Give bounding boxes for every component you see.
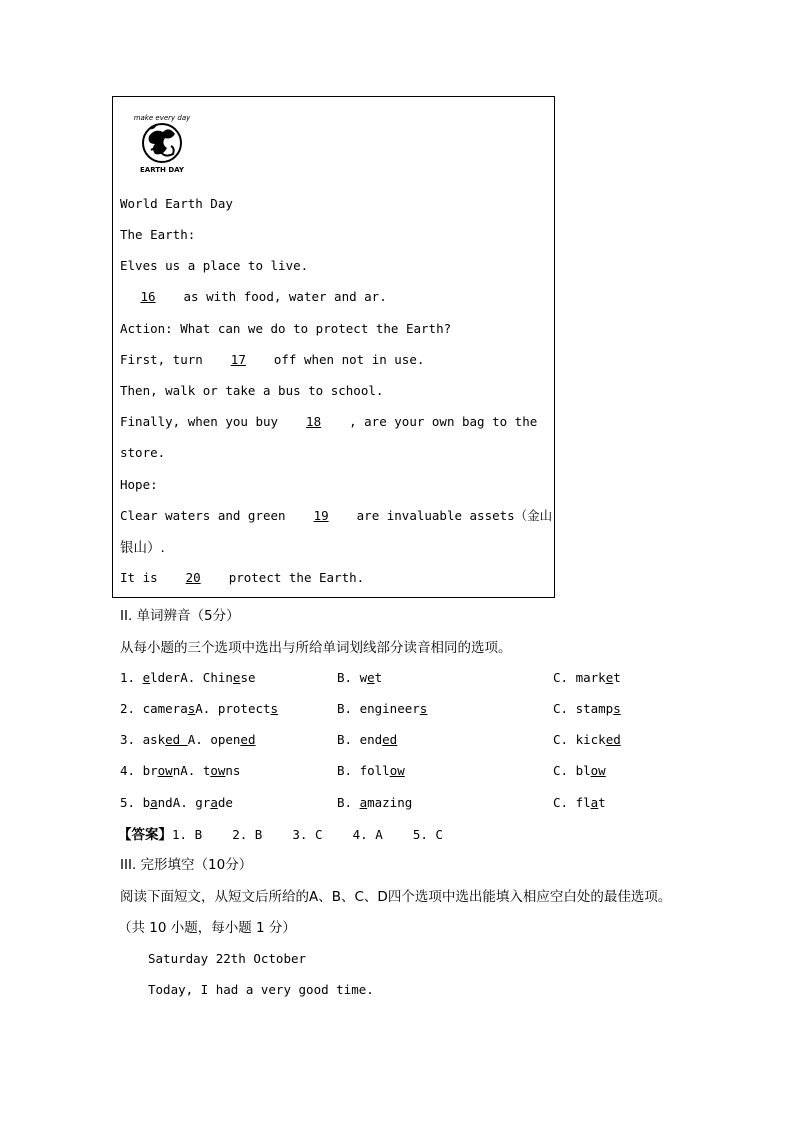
word-part: de	[217, 795, 233, 810]
underlined-letters: a	[210, 795, 218, 810]
word-part: w	[359, 670, 368, 685]
underlined-letters: e	[232, 670, 241, 685]
underlined-letters: s	[187, 701, 196, 716]
word-part: camera	[142, 701, 188, 716]
line-20	[120, 570, 364, 585]
logo-text-bottom: EARTH DAY	[140, 166, 184, 174]
option-b-prefix: B.	[337, 795, 360, 810]
word-part: stamp	[575, 701, 614, 716]
underlined-letters: ed	[240, 732, 256, 747]
hope-label: Hope:	[120, 477, 158, 492]
option-b-prefix: B.	[337, 732, 360, 747]
option-a-prefix: A.	[180, 670, 203, 685]
word-part: t	[374, 670, 383, 685]
option-a-prefix: A.	[172, 795, 196, 810]
diary-date: Saturday 22th October	[148, 951, 307, 966]
line-18-after: , are your own bag to the	[349, 414, 538, 429]
option-b-prefix: B.	[337, 670, 360, 685]
underlined-letters: ow	[157, 763, 173, 778]
line-17-before: First, turn	[120, 352, 203, 367]
option-b[interactable]	[337, 732, 397, 747]
question-2	[120, 701, 278, 716]
answer-line	[118, 823, 443, 843]
word-part: b	[142, 795, 151, 810]
logo-text-top: make every day	[133, 114, 191, 122]
option-a-prefix: A.	[180, 763, 203, 778]
word-part: lder	[150, 670, 181, 685]
word-part: t	[202, 763, 211, 778]
earth-day-logo-icon	[127, 110, 197, 174]
line-17-after: off when not in use.	[273, 352, 425, 367]
answer-text: 1. B 2. B 3. C 4. A 5. C	[172, 827, 443, 842]
option-c[interactable]	[553, 763, 606, 778]
line-20-before: It is	[120, 570, 158, 585]
word-part: kick	[575, 732, 606, 747]
word-part: foll	[359, 763, 390, 778]
word-part: fl	[575, 795, 591, 810]
question-4	[120, 763, 240, 778]
underlined-letters: ow	[590, 763, 606, 778]
option-c-prefix: C.	[553, 732, 576, 747]
word-part: ns	[225, 763, 241, 778]
option-a-prefix: A.	[195, 701, 218, 716]
then-line: Then, walk or take a bus to school.	[120, 383, 384, 398]
option-c[interactable]	[553, 701, 621, 716]
option-b[interactable]	[337, 701, 427, 716]
diary-first-line: Today, I had a very good time.	[148, 982, 374, 997]
answer-label: 【答案】	[118, 827, 172, 843]
question-3	[120, 732, 255, 747]
word-part: open	[210, 732, 241, 747]
underlined-letters: e	[142, 670, 151, 685]
question-number: 1.	[120, 670, 143, 685]
option-c[interactable]	[553, 670, 621, 685]
underlined-letters: ed	[605, 732, 621, 747]
word-part: t	[598, 795, 606, 810]
option-b-prefix: B.	[337, 701, 360, 716]
option-b-prefix: B.	[337, 763, 360, 778]
section3-instruction: 阅读下面短文，从短文后所给的A、B、C、D四个选项中选出能填入相应空白处的最佳选项。	[120, 889, 672, 905]
line-17	[120, 352, 424, 367]
question-number: 3.	[120, 732, 143, 747]
word-part: Chin	[202, 670, 233, 685]
line-18	[120, 414, 537, 429]
line-19-cont: 银山）.	[120, 540, 165, 556]
option-b[interactable]	[337, 763, 405, 778]
box-title: World Earth Day	[120, 196, 233, 211]
blank-19[interactable]: 19	[313, 508, 329, 523]
option-c-prefix: C.	[553, 701, 576, 716]
option-b[interactable]	[337, 670, 382, 685]
word-part: gr	[195, 795, 211, 810]
underlined-letters: ed	[165, 732, 188, 747]
word-part: n	[172, 763, 181, 778]
underlined-letters: ow	[210, 763, 226, 778]
line-19	[120, 506, 552, 524]
store-line: store.	[120, 445, 166, 460]
word-part: protect	[217, 701, 271, 716]
underlined-letters: s	[419, 701, 428, 716]
question-5	[120, 795, 233, 810]
blank-16[interactable]: 16	[140, 289, 156, 304]
line-19-before: Clear waters and green	[120, 508, 286, 523]
underlined-letters: ed	[382, 732, 398, 747]
option-c-prefix: C.	[553, 670, 576, 685]
word-part: bl	[575, 763, 591, 778]
line-elves: Elves us a place to live.	[120, 258, 309, 273]
option-c-prefix: C.	[553, 763, 576, 778]
word-part: mazing	[367, 795, 413, 810]
word-part: t	[613, 670, 621, 685]
blank-20[interactable]: 20	[185, 570, 201, 585]
question-number: 2.	[120, 701, 143, 716]
line-16-text: as with food, water and ar.	[183, 289, 387, 304]
question-1	[120, 670, 256, 685]
word-part: se	[240, 670, 256, 685]
underlined-letters: e	[367, 670, 375, 685]
section2-instruction: 从每小题的三个选项中选出与所给单词划线部分读音相同的选项。	[120, 640, 512, 656]
word-part: br	[142, 763, 158, 778]
word-part: engineer	[359, 701, 420, 716]
word-part: end	[359, 732, 383, 747]
action-line: Action: What can we do to protect the Earth?	[120, 321, 452, 336]
underlined-letters: a	[359, 795, 368, 810]
word-part: mark	[575, 670, 606, 685]
underlined-letters: a	[590, 795, 599, 810]
option-c-prefix: C.	[553, 795, 576, 810]
blank-18[interactable]: 18	[306, 414, 322, 429]
section2-heading: II. 单词辨音（5分）	[120, 608, 240, 624]
section3-note: （共 10 小题，每小题 1 分）	[118, 920, 296, 936]
option-b[interactable]	[337, 795, 412, 810]
question-number: 5.	[120, 795, 143, 810]
underlined-letters: e	[605, 670, 614, 685]
word-part: ask	[142, 732, 166, 747]
option-c[interactable]	[553, 795, 606, 810]
line-19-after: are invaluable assets（金山	[356, 508, 553, 523]
underlined-letters: ow	[389, 763, 405, 778]
word-part: nd	[157, 795, 173, 810]
underlined-letters: s	[613, 701, 621, 716]
option-a-prefix: A.	[187, 732, 211, 747]
line-16	[120, 289, 387, 304]
earth-label: The Earth:	[120, 227, 196, 242]
line-18-before: Finally, when you buy	[120, 414, 279, 429]
underlined-letters: s	[270, 701, 279, 716]
line-20-after: protect the Earth.	[228, 570, 365, 585]
underlined-letters: a	[150, 795, 158, 810]
blank-17[interactable]: 17	[230, 352, 246, 367]
section3-heading: III. 完形填空（10分）	[120, 857, 253, 873]
question-number: 4.	[120, 763, 143, 778]
option-c[interactable]	[553, 732, 621, 747]
